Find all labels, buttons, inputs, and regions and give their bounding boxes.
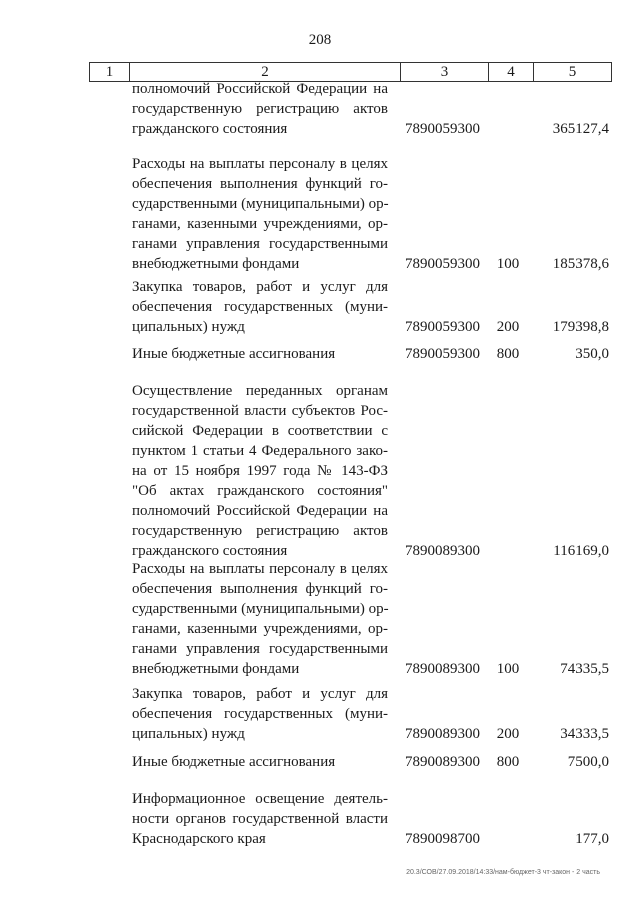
table-row: [0, 318, 640, 336]
row-target-code: 7890089300: [405, 726, 480, 742]
row-description-line: Расходы на выплаты персоналу в целях: [132, 561, 388, 577]
table-row: [0, 790, 640, 808]
row-expense-kind: 800: [496, 754, 520, 770]
row-target-code: 7890098700: [405, 831, 480, 847]
table-row: [0, 382, 640, 400]
row-description-line: на от 15 ноября 1997 года № 143-ФЗ: [132, 463, 388, 479]
row-description-line: сударственными (муниципальными) ор-: [132, 196, 389, 212]
table-row: [0, 600, 640, 618]
table-row: [0, 502, 640, 520]
table-row: [0, 810, 640, 828]
row-expense-kind: 800: [496, 346, 520, 362]
table-row: [0, 120, 640, 138]
table-row: [0, 620, 640, 638]
row-description-line: внебюджетными фондами: [132, 661, 300, 677]
row-description-line: ципальных) нужд: [132, 726, 245, 742]
row-description-line: обеспечения выполнения функций го-: [132, 176, 388, 192]
table-row: [0, 442, 640, 460]
table-row: [0, 298, 640, 316]
row-description-line: Закупка товаров, работ и услуг для: [132, 686, 388, 702]
row-expense-kind: 200: [496, 319, 520, 335]
row-amount: 365127,4: [552, 121, 609, 137]
row-description-line: Закупка товаров, работ и услуг для: [132, 279, 388, 295]
row-description-line: Иные бюджетные ассигнования: [132, 754, 336, 770]
row-target-code: 7890059300: [405, 319, 480, 335]
table-row: [0, 830, 640, 848]
row-amount: 350,0: [575, 346, 609, 362]
table-row: [0, 705, 640, 723]
table-row: [0, 175, 640, 193]
table-row: [0, 725, 640, 743]
row-description-line: государственную регистрацию актов: [132, 523, 388, 539]
row-target-code: 7890059300: [405, 256, 480, 272]
header-col-3: 3: [401, 63, 489, 81]
row-target-code: 7890059300: [405, 121, 480, 137]
row-description-line: ности органов государственной власти: [132, 811, 388, 827]
table-row: [0, 522, 640, 540]
table-row: [0, 235, 640, 253]
row-description-line: "Об актах гражданского состояния": [132, 483, 388, 499]
header-col-1: 1: [90, 63, 130, 81]
row-expense-kind: 100: [496, 661, 520, 677]
row-amount: 116169,0: [553, 543, 609, 559]
table-row: [0, 462, 640, 480]
table-row: [0, 278, 640, 296]
row-description-line: обеспечения государственных (муни-: [132, 706, 388, 722]
header-col-4: 4: [489, 63, 534, 81]
table-row: [0, 560, 640, 578]
row-target-code: 7890089300: [405, 661, 480, 677]
page-number: 208: [308, 32, 332, 48]
table-row: [0, 660, 640, 678]
row-description-line: Иные бюджетные ассигнования: [132, 346, 336, 362]
table-row: [0, 402, 640, 420]
row-description-line: Расходы на выплаты персоналу в целях: [132, 156, 388, 172]
row-description-line: пунктом 1 статьи 4 Федерального зако-: [132, 443, 388, 459]
row-description-line: Краснодарского края: [132, 831, 266, 847]
row-target-code: 7890089300: [405, 754, 480, 770]
row-description-line: ганами, казенными учреждениями, ор-: [132, 621, 388, 637]
table-row: [0, 542, 640, 560]
row-description-line: Осуществление переданных органам: [132, 383, 388, 399]
row-description-line: Информационное освещение деятель-: [132, 791, 388, 807]
row-description-line: полномочий Российской Федерации на: [132, 503, 388, 519]
row-description-line: государственной власти субъектов Рос-: [132, 403, 388, 419]
row-description-line: ципальных) нужд: [132, 319, 245, 335]
row-description-line: гражданского состояния: [132, 121, 288, 137]
row-amount: 177,0: [575, 831, 609, 847]
row-target-code: 7890089300: [405, 543, 480, 559]
header-col-5: 5: [568, 64, 577, 80]
row-description-line: государственную регистрацию актов: [132, 101, 388, 117]
row-description-line: ганами, казенными учреждениями, ор-: [132, 216, 388, 232]
row-description-line: гражданского состояния: [132, 543, 288, 559]
table-row: [0, 580, 640, 598]
table-row: [0, 100, 640, 118]
row-target-code: 7890059300: [405, 346, 480, 362]
row-description-line: обеспечения государственных (муни-: [132, 299, 388, 315]
row-description-line: ганами управления государственными: [132, 236, 388, 252]
table-row: [0, 753, 640, 771]
table-row: [0, 255, 640, 273]
row-description-line: сударственными (муниципальными) ор-: [132, 601, 389, 617]
table-row: [0, 685, 640, 703]
table-row: [0, 345, 640, 363]
table-row: [0, 640, 640, 658]
table-row: [0, 195, 640, 213]
document-footer: 20.3/СОВ/27.09.2018/14:33/нам-бюджет-3 чт-закон - 2 часть: [406, 869, 600, 876]
row-amount: 7500,0: [567, 754, 609, 770]
table-row: [0, 482, 640, 500]
row-amount: 34333,5: [560, 726, 609, 742]
row-amount: 185378,6: [552, 256, 609, 272]
row-description-line: сийской Федерации в соответствии с: [132, 423, 388, 439]
table-row: [0, 215, 640, 233]
table-row: [0, 155, 640, 173]
row-amount: 179398,8: [552, 319, 609, 335]
table-row: [0, 422, 640, 440]
row-expense-kind: 200: [496, 726, 520, 742]
row-description-line: полномочий Российской Федерации на: [132, 81, 388, 97]
row-description-line: внебюджетными фондами: [132, 256, 300, 272]
header-col-2: 2: [130, 63, 401, 81]
row-amount: 74335,5: [560, 661, 609, 677]
row-expense-kind: 100: [496, 256, 520, 272]
table-row: [0, 80, 640, 98]
row-description-line: обеспечения выполнения функций го-: [132, 581, 388, 597]
row-description-line: ганами управления государственными: [132, 641, 388, 657]
table-header: [89, 62, 612, 82]
